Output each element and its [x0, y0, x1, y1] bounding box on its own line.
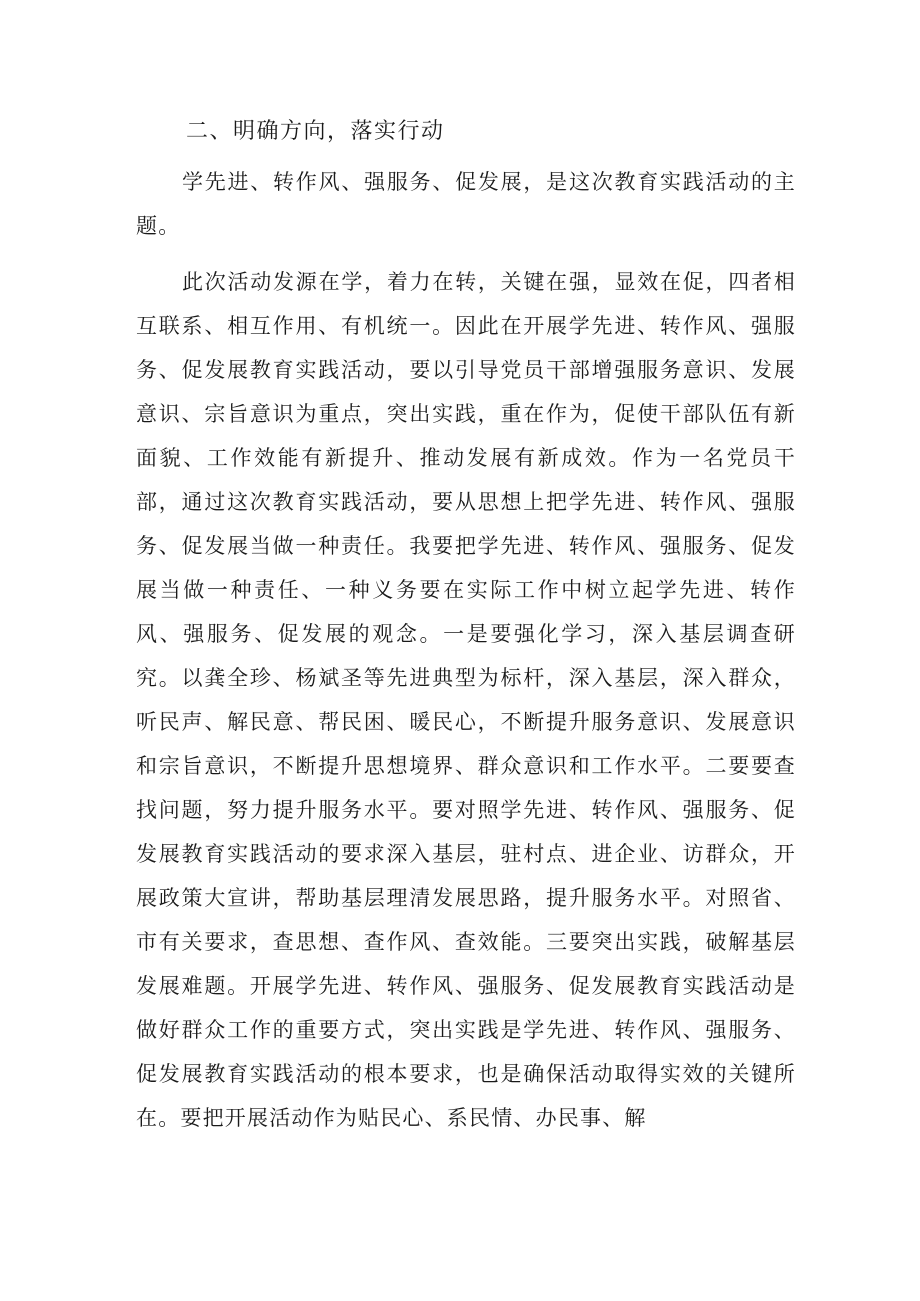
paragraph-body: 此次活动发源在学，着力在转，关键在强，显效在促，四者相互联系、相互作用、有机统一。因此在开展学先进、转作风、强服务、促发展教育实践活动，要以引导党员干部增强服务意识、发展意识、宗旨意识为重点，突出实践，重在作为，促使干部队伍有新面貌、工作效能有新提升、推动发展有新成效。作为一名党员干部，通过这次教育实践活动，要从思想上把学先进、转作风、强服务、促发展当做一种责任。我要把学先进、转作风、强服务、促发展当做一种责任、一种义务要在实际工作中树立起学先进、转作风、强服务、促发展的观念。一是要强化学习，深入基层调查研究。以龚全珍、杨斌圣等先进典型为标杆，深入基层，深入群众，听民声、解民意、帮民困、暖民心，不断提升服务意识、发展意识和宗旨意识，不断提升思想境界、群众意识和工作水平。二要要查找问题，努力提升服务水平。要对照学先进、转作风、强服务、促发展教育实践活动的要求深入基层，驻村点、进企业、访群众，开展政策大宣讲，帮助基层理清发展思路，提升服务水平。对照省、市有关要求，查思想、查作风、查效能。三要突出实践，破解基层发展难题。开展学先进、转作风、强服务、促发展教育实践活动是做好群众工作的重要方式，突出实践是学先进、转作风、强服务、促发展教育实践活动的根本要求，也是确保活动取得实效的关键所在。要把开展活动作为贴民心、系民情、办民事、解: [136, 270, 796, 1130]
paragraph-theme: 学先进、转作风、强服务、促发展，是这次教育实践活动的主题。: [136, 170, 796, 238]
section-heading: 二、明确方向，落实行动: [186, 119, 445, 144]
